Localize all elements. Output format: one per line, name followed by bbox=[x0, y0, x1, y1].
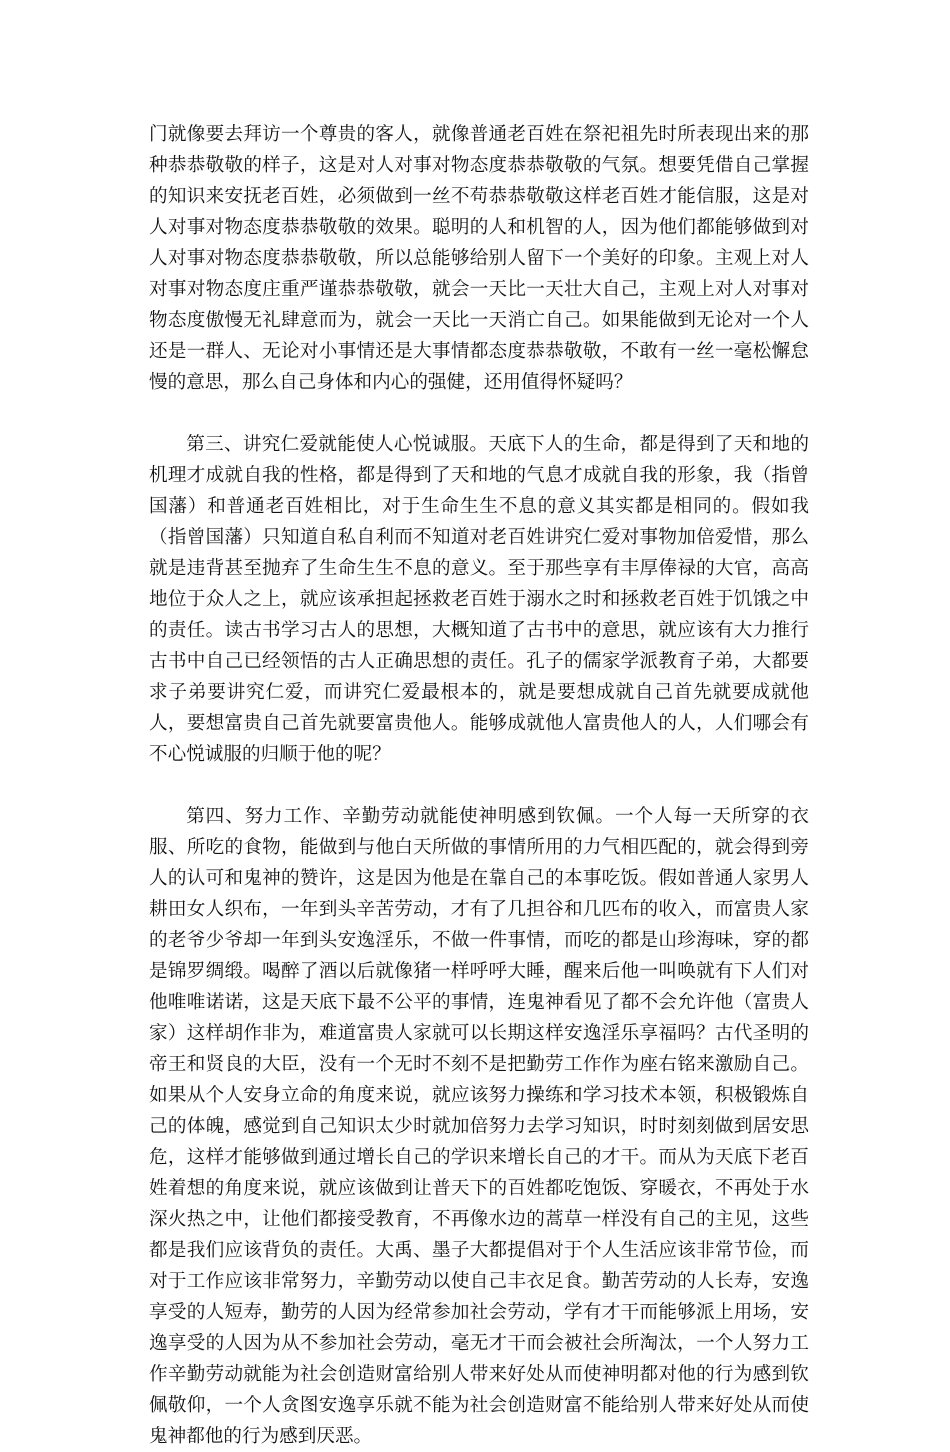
document-body bbox=[149, 119, 809, 1452]
paragraph-fourth-diligence: 第四、努力工作、辛勤劳动就能使神明感到钦佩。一个人每一天所穿的衣服、所吃的食物，能做到与他白天所做的事情所用的力气相匹配的，就会得到旁人的认可和鬼神的赞许，这是因为他是在靠自己的本事吃饭。假如普通人家男人耕田女人织布，一年到头辛苦劳动，才有了几担谷和几匹布的收入，而富贵人家的老爷少爷却一年到头安逸淫乐，不做一件事情，而吃的都是山珍海味，穿的都是锦罗绸缎。喝醉了酒以后就像猪一样呼呼大睡，醒来后他一叫唤就有下人们对他唯唯诺诺，这是天底下最不公平的事情，连鬼神看见了都不会允许他（富贵人家）这样胡作非为，难道富贵人家就可以长期这样安逸淫乐享福吗？古代圣明的帝王和贤良的大臣，没有一个无时不刻不是把勤劳工作作为座右铭来激励自己。如果从个人安身立命的角度来说，就应该努力操练和学习技术本领，积极锻炼自己的体魄，感觉到自己知识太少时就加倍努力去学习知识，时时刻刻做到居安思危，这样才能够做到通过增长自己的学识来增长自己的才干。而从为天底下老百姓着想的角度来说，就应该做到让普天下的百姓都吃饱饭、穿暖衣，不再处于水深火热之中，让他们都接受教育，不再像水边的蒿草一样没有自己的主见，这些都是我们应该背负的责任。大禹、墨子大都提倡对于个人生活应该非常节俭，而对于工作应该非常努力，辛勤劳动以使自己丰衣足食。勤苦劳动的人长寿，安逸享受的人短寿，勤劳的人因为经常参加社会劳动，学有才干而能够派上用场，安逸享受的人因为从不参加社会劳动，毫无才干而会被社会所淘汰，一个人努力工作辛勤劳动就能为社会创造财富给别人带来好处从而使神明都对他的行为感到钦佩敬仰，一个人贪图安逸享乐就不能为社会创造财富不能给别人带来好处从而使鬼神都他的行为感到厌恶。 bbox=[149, 806, 809, 1447]
paragraph-continuation: 门就像要去拜访一个尊贵的客人，就像普通老百姓在祭祀祖先时所表现出来的那种恭恭敬敬的样子，这是对人对事对物态度恭恭敬敬的气氛。想要凭借自己掌握的知识来安抚老百姓，必须做到一丝不苟恭恭敬敬这样老百姓才能信服，这是对人对事对物态度恭恭敬敬的效果。聪明的人和机智的人，因为他们都能够做到对人对事对物态度恭恭敬敬，所以总能够给别人留下一个美好的印象。主观上对人对事对物态度庄重严谨恭恭敬敬，就会一天比一天壮大自己，主观上对人对事对物态度傲慢无礼肆意而为，就会一天比一天消亡自己。如果能做到无论对一个人还是一群人、无论对小事情还是大事情都态度恭恭敬敬，不敢有一丝一毫松懈怠慢的意思，那么自己身体和内心的强健，还用值得怀疑吗？ bbox=[149, 124, 809, 393]
paragraph-third-benevolence: 第三、讲究仁爱就能使人心悦诚服。天底下人的生命，都是得到了天和地的机理才成就自我的性格，都是得到了天和地的气息才成就自我的形象，我（指曾国藩）和普通老百姓相比，对于生命生生不息的意义其实都是相同的。假如我（指曾国藩）只知道自私自利而不知道对老百姓讲究仁爱对事物加倍爱惜，那么就是违背甚至抛弃了生命生生不息的意义。至于那些享有丰厚俸禄的大官，高高地位于众人之上，就应该承担起拯救老百姓于溺水之时和拯救老百姓于饥饿之中的责任。读古书学习古人的思想，大概知道了古书中的意思，就应该有大力推行古书中自己已经领悟的古人正确思想的责任。孔子的儒家学派教育子弟，大都要求子弟要讲究仁爱，而讲究仁爱最根本的，就是要想成就自己首先就要成就他人，要想富贵自己首先就要富贵他人。能够成就他人富贵他人的人，人们哪会有不心悦诚服的归顺于他的呢？ bbox=[149, 434, 809, 765]
